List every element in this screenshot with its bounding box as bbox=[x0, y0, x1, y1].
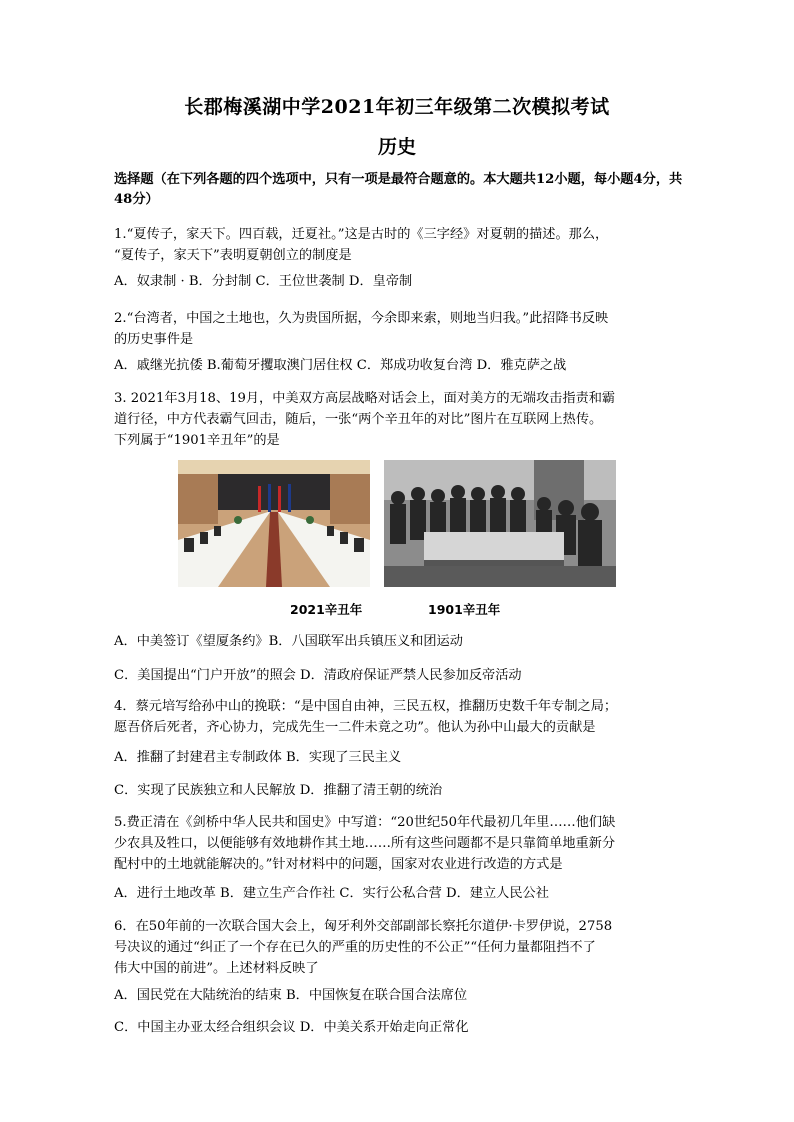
stem-line: 号决议的通过“纠正了一个存在已久的严重的历史性的不公正”“任何力量都阻挡不了 bbox=[114, 940, 596, 955]
question-4-stem bbox=[114, 696, 704, 738]
question-6-options-line-2: C．中国主办亚太经合组织会议 D．中美关系开始走向正常化 bbox=[114, 1020, 469, 1035]
question-6-options-line-1: A．国民党在大陆统治的结束 B．中国恢复在联合国合法席位 bbox=[114, 988, 468, 1003]
stem-line: 少农具及牲口，以便能够有效地耕作其土地……所有这些问题都不是只靠简单地重新分 bbox=[114, 836, 616, 851]
question-2-stem bbox=[114, 308, 704, 350]
section-instruction: 选择题（在下列各题的四个选项中，只有一项是最符合题意的。本大题共12小题，每小题4分，共48分） bbox=[114, 172, 683, 207]
photo-caption-2021: 2021辛丑年 bbox=[290, 602, 363, 617]
stem-line: 2.“台湾者，中国之土地也，久为贵国所据，今余即来索，则地当归我。”此招降书反映 bbox=[114, 311, 609, 326]
question-3-options-line-2: C．美国提出“门户开放”的照会 D．清政府保证严禁人民参加反帝活动 bbox=[114, 668, 522, 683]
stem-line: 愿吾侪后死者，齐心协力，完成先生一二件未竟之功”。他认为孙中山最大的贡献是 bbox=[114, 720, 596, 735]
question-1-options: A．奴隶制 · B．分封制 C．王位世袭制 D．皇帝制 bbox=[114, 274, 413, 289]
stem-line: “夏传子，家天下”表明夏朝创立的制度是 bbox=[114, 248, 352, 263]
question-1-stem bbox=[114, 224, 704, 266]
stem-line: 6．在50年前的一次联合国大会上，匈牙利外交部副部长察托尔道伊·卡罗伊说，2758 bbox=[114, 919, 613, 934]
question-4-options-line-2: C．实现了民族独立和人民解放 D．推翻了清王朝的统治 bbox=[114, 783, 443, 798]
stem-line: 4．蔡元培写给孙中山的挽联：“是中国自由神，三民五权，推翻历史数千年专制之局； bbox=[114, 699, 618, 714]
stem-line: 伟大中国的前进”。上述材料反映了 bbox=[114, 961, 319, 976]
signing-scene-illustration bbox=[384, 460, 616, 587]
photo-2021-meeting bbox=[178, 460, 370, 587]
stem-line: 的历史事件是 bbox=[114, 332, 194, 347]
question-3-options-line-1: A．中美签订《望厦条约》B．八国联军出兵镇压义和团运动 bbox=[114, 634, 463, 649]
question-5-options: A．进行土地改革 B．建立生产合作社 C．实行公私合营 D．建立人民公社 bbox=[114, 886, 549, 901]
question-6-stem bbox=[114, 916, 704, 979]
question-2-options: A．戚继光抗倭 B.葡萄牙攫取澳门居住权 C．郑成功收复台湾 D．雅克萨之战 bbox=[114, 358, 567, 373]
photo-1901-signing bbox=[384, 460, 616, 587]
question-4-options-line-1: A．推翻了封建君主专制政体 B．实现了三民主义 bbox=[114, 750, 402, 765]
stem-line: 配村中的土地就能解决的。”针对材料中的问题，国家对农业进行改造的方式是 bbox=[114, 857, 563, 872]
stem-line: 1.“夏传子，家天下。四百载，迁夏社。”这是古时的《三字经》对夏朝的描述。那么， bbox=[114, 227, 609, 242]
meeting-room-illustration bbox=[178, 460, 370, 587]
stem-line: 5.费正清在《剑桥中华人民共和国史》中写道：“20世纪50年代最初几年里……他们缺 bbox=[114, 815, 616, 830]
stem-line: 下列属于“1901辛丑年”的是 bbox=[114, 433, 280, 448]
photo-caption-1901: 1901辛丑年 bbox=[428, 602, 501, 617]
question-3-stem bbox=[114, 388, 704, 451]
subject-title: 历史 bbox=[377, 136, 416, 158]
exam-title: 长郡梅溪湖中学2021年初三年级第二次模拟考试 bbox=[184, 96, 610, 118]
stem-line: 3. 2021年3月18、19月，中美双方高层战略对话会上，面对美方的无端攻击指责和霸 bbox=[114, 391, 616, 406]
stem-line: 道行径，中方代表霸气回击，随后，一张“两个辛丑年的对比”图片在互联网上热传。 bbox=[114, 412, 603, 427]
question-5-stem bbox=[114, 812, 704, 875]
